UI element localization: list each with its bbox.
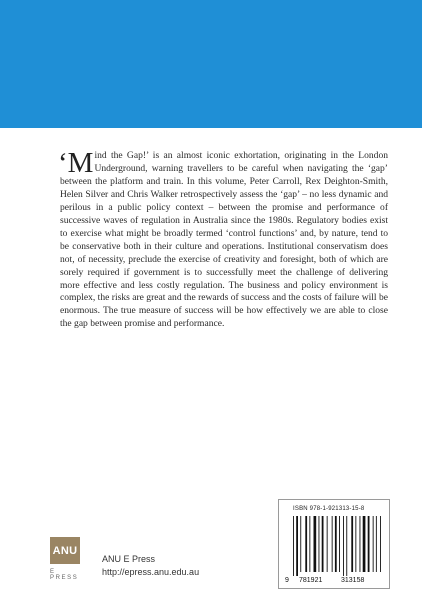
barcode-bar bbox=[380, 516, 381, 572]
blurb-text: ind the Gap!’ is an almost iconic exhortation, originating in the London Underground, warning travellers to be careful when navigating the ‘gap’ between the platform and train. In this volume, Peter Carroll, Rex Deighton-Smith, Helen Silver and Chris Walker retrospectively assess the ‘gap’ – no less dynamic and perilous in a public policy context – between the promise and performance of successive waves of regulation in Australia since the 1980s. Regulatory bodies exist to exercise what might be broadly termed ‘control functions’ and, by nature, tend to be conservative both in their culture and operations. Institutional conservatism does not, of necessity, preclude the exercise of creativity and foresight, both of which are sorely required if government is to successfully meet the challenge of delivering more effective and less costly regulation. The business and policy environment is complex, the risks are great and the rewards of success and the costs of failure will be enormous. The true measure of success will be how effectively we are able to close the gap between promise and performance. bbox=[60, 150, 388, 330]
barcode-bar bbox=[368, 516, 370, 572]
barcode-bar bbox=[360, 516, 361, 572]
isbn-barcode-box bbox=[278, 499, 390, 589]
barcode-bar bbox=[376, 516, 377, 572]
blurb-drop-cap: ‘M bbox=[58, 147, 94, 179]
barcode-graphic bbox=[285, 516, 383, 584]
publisher-name: ANU E Press bbox=[102, 554, 156, 564]
barcode-bar bbox=[351, 516, 353, 572]
logo-text: ANU bbox=[52, 544, 78, 557]
barcode-bar bbox=[305, 516, 307, 572]
barcode-bar bbox=[373, 516, 374, 572]
barcode-bar bbox=[343, 516, 344, 576]
barcode-bar bbox=[319, 516, 320, 572]
barcode-bar bbox=[314, 516, 317, 572]
cover-top-band bbox=[0, 0, 422, 128]
back-cover-blurb bbox=[58, 147, 388, 331]
barcode-bar bbox=[346, 516, 347, 576]
logo-subtitle: E PRESS bbox=[50, 569, 79, 581]
barcode-bar bbox=[363, 516, 366, 572]
barcode-bar bbox=[339, 516, 340, 572]
barcode-bar bbox=[332, 516, 333, 572]
barcode-bar bbox=[300, 516, 301, 572]
barcode-bar bbox=[296, 516, 298, 576]
barcode-bar bbox=[309, 516, 310, 572]
barcode-bars bbox=[293, 516, 383, 576]
barcode-digits-left: 781921 bbox=[299, 577, 323, 584]
barcode-bar bbox=[293, 516, 294, 576]
publisher-url: http://epress.anu.edu.au bbox=[102, 567, 200, 577]
barcode-bar bbox=[327, 516, 328, 572]
barcode-digit-first: 9 bbox=[285, 577, 289, 584]
barcode-bar bbox=[335, 516, 337, 572]
isbn-label: ISBN 978-1-921313-15-8 bbox=[293, 506, 365, 512]
barcode-bar bbox=[355, 516, 356, 572]
anu-epress-logo bbox=[50, 537, 80, 564]
barcode-digits-right: 313158 bbox=[341, 577, 365, 584]
barcode-bar bbox=[322, 516, 324, 572]
